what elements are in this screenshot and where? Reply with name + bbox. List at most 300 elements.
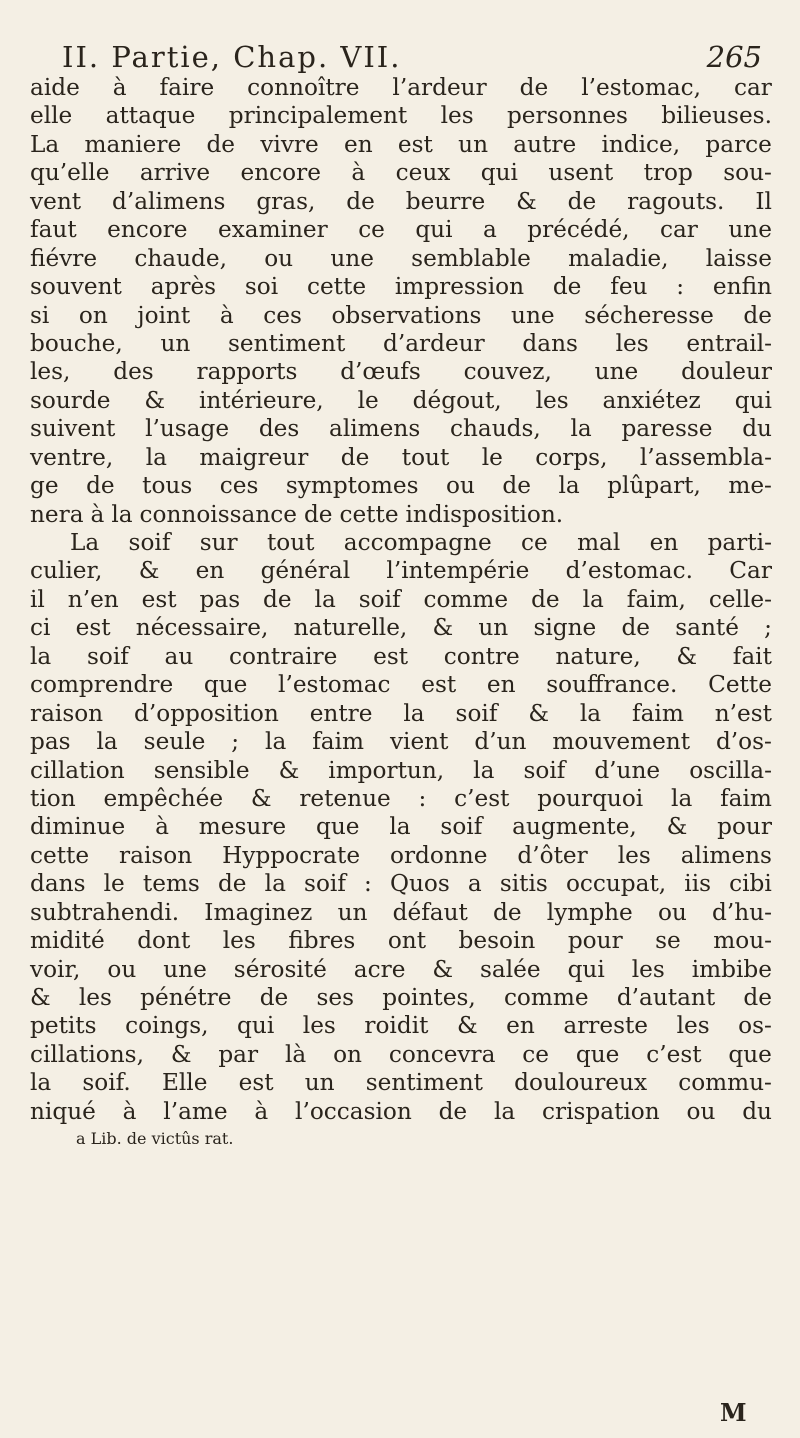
word: sensible	[153, 756, 250, 784]
text-line	[30, 700, 772, 728]
word: la	[30, 642, 52, 670]
word: à	[219, 301, 234, 329]
word: de	[346, 187, 375, 215]
word: mal	[577, 529, 621, 556]
text-line	[30, 501, 772, 529]
word: la	[111, 500, 133, 528]
word: une	[594, 358, 639, 386]
word: pas	[199, 585, 241, 613]
word: arrive	[139, 159, 211, 187]
word: attaque	[105, 102, 196, 130]
word: ragouts.	[627, 187, 725, 215]
text-line	[30, 557, 772, 585]
word: &	[250, 784, 272, 812]
word: une	[330, 244, 374, 272]
word: &	[432, 614, 454, 642]
text-line	[30, 302, 772, 330]
word: intérieure,	[198, 386, 324, 414]
word: Quos	[389, 870, 450, 898]
word: de	[552, 273, 582, 301]
word: de	[567, 187, 597, 215]
word: le	[481, 443, 503, 471]
word: concevra	[388, 1040, 496, 1068]
word: à	[112, 74, 127, 101]
word: commu-	[678, 1069, 772, 1097]
word: sou-	[723, 159, 772, 187]
text-line	[30, 757, 772, 785]
word: connoissance	[139, 500, 297, 528]
word: ou	[264, 244, 294, 272]
word: tion	[30, 784, 76, 812]
word: indice,	[601, 130, 681, 158]
text-line	[30, 870, 772, 898]
word: est	[141, 585, 177, 613]
word: d’ôter	[517, 841, 588, 869]
word: qui	[415, 216, 453, 244]
word: soif	[455, 699, 498, 727]
word: encore	[240, 159, 321, 187]
text-line	[30, 785, 772, 813]
word: semblable	[411, 244, 531, 272]
word: feu	[610, 273, 648, 301]
word: dans	[522, 329, 578, 357]
text-line	[30, 614, 772, 642]
text-line	[30, 74, 772, 102]
word: Imaginez	[204, 898, 313, 926]
word: la	[493, 1097, 516, 1125]
footnote: a Lib. de victûs rat.	[76, 1129, 234, 1149]
text-line	[30, 529, 772, 557]
text-line	[30, 813, 772, 841]
word: la	[389, 813, 411, 841]
word: roidit	[364, 1012, 429, 1040]
word: de	[502, 472, 531, 500]
word: &	[666, 813, 688, 841]
word: les	[222, 927, 256, 955]
word: l’estomac	[278, 671, 391, 699]
word: beurre	[405, 187, 486, 215]
word: soi	[244, 273, 279, 301]
word: d’œufs	[340, 358, 421, 386]
word: cillations,	[30, 1040, 144, 1068]
word: &	[278, 756, 300, 784]
word: coings,	[125, 1012, 209, 1040]
word: est	[421, 671, 457, 699]
word: en	[195, 557, 225, 585]
word: petits	[30, 1012, 97, 1040]
word: voir,	[30, 955, 81, 983]
word: mesure	[198, 813, 287, 841]
word: chauds,	[449, 415, 541, 443]
word: les	[302, 1012, 336, 1040]
word: imbibe	[691, 955, 772, 983]
word: car	[734, 74, 772, 101]
word: ce	[358, 216, 385, 244]
word: c’est	[454, 784, 510, 812]
word: ;	[231, 728, 240, 756]
text-line	[30, 472, 772, 500]
word: à	[122, 1097, 137, 1125]
text-line	[30, 1069, 772, 1097]
word: ventre,	[30, 443, 114, 471]
text-line	[30, 956, 772, 984]
text-line	[30, 728, 772, 756]
word: &	[432, 955, 454, 983]
word: de	[217, 870, 247, 898]
word: sentiment	[365, 1069, 484, 1097]
word: dans	[30, 870, 86, 898]
word: d’estomac.	[565, 557, 693, 585]
word: le	[103, 870, 125, 898]
word: ou	[686, 1097, 716, 1125]
word: Hyppocrate	[222, 841, 361, 869]
word: de	[206, 130, 236, 158]
word: os-	[738, 1012, 772, 1040]
word: elle	[30, 102, 73, 130]
word: un	[160, 329, 191, 357]
word: connoître	[247, 74, 360, 101]
word: cette	[30, 841, 90, 869]
word: paresse	[621, 415, 713, 443]
word: principalement	[228, 102, 408, 130]
word: qui	[734, 386, 772, 414]
word: seule	[143, 728, 206, 756]
word: l’estomac,	[581, 74, 702, 101]
word: suivent	[30, 415, 116, 443]
word: empêchée	[103, 784, 224, 812]
word: tems	[142, 870, 200, 898]
word: d’alimens	[112, 187, 226, 215]
word: qui	[237, 1012, 275, 1040]
word: les	[78, 984, 112, 1011]
word: de	[743, 301, 772, 329]
word: par	[218, 1040, 259, 1068]
word: bilieuses.	[661, 102, 772, 130]
word: occupat,	[565, 870, 667, 898]
text-line	[30, 387, 772, 415]
word: la	[558, 472, 580, 500]
word: usent	[548, 159, 614, 187]
word: l’occasion	[295, 1097, 412, 1125]
word: nature,	[555, 642, 641, 670]
word: iis	[684, 870, 712, 898]
word: la	[403, 699, 425, 727]
word: ordonne	[390, 841, 488, 869]
word: pointes,	[382, 984, 476, 1011]
word: d’un	[474, 728, 527, 756]
word: a	[482, 216, 497, 244]
word: sécheresse	[584, 301, 714, 329]
word: indisposition.	[405, 500, 564, 528]
word: faut	[30, 216, 77, 244]
word: l’ame	[163, 1097, 228, 1125]
word: pour	[567, 927, 623, 955]
word: pour	[717, 813, 772, 841]
word: pourquoi	[537, 784, 644, 812]
word: ces	[263, 301, 302, 329]
word: parti-	[707, 529, 772, 556]
word: que	[315, 813, 360, 841]
word: oscilla-	[689, 756, 772, 784]
word: on	[78, 301, 108, 329]
word: une	[163, 955, 207, 983]
word: faim	[720, 784, 772, 812]
word: de	[259, 984, 289, 1011]
text-line	[30, 1012, 772, 1040]
word: soif	[358, 585, 401, 613]
word: &	[144, 386, 166, 414]
word: ou	[107, 955, 137, 983]
word: alimens	[680, 841, 772, 869]
word: fiévre	[30, 244, 98, 272]
word: du	[742, 415, 772, 443]
word: culier,	[30, 557, 103, 585]
word: un	[458, 130, 489, 158]
word: Elle	[161, 1069, 208, 1097]
word: &	[456, 1012, 478, 1040]
word: observations	[331, 301, 482, 329]
word: subtrahendi.	[30, 898, 180, 926]
word: besoin	[458, 927, 536, 955]
word: tous	[142, 472, 193, 500]
word: l’usage	[145, 415, 230, 443]
word: soif	[304, 870, 346, 898]
word: laisse	[705, 244, 772, 272]
word: car	[659, 216, 698, 244]
word: les	[676, 1012, 710, 1040]
word: les	[535, 386, 569, 414]
word: sérosité	[233, 955, 327, 983]
word: de	[621, 614, 651, 642]
word: midité	[30, 927, 105, 955]
word: la	[473, 756, 495, 784]
word: là	[284, 1040, 307, 1068]
word: &	[138, 557, 160, 585]
word: lymphe	[546, 898, 633, 926]
word: les	[617, 841, 651, 869]
word: de	[263, 585, 292, 613]
word: faire	[159, 74, 215, 101]
word: qui	[480, 159, 518, 187]
word: joint	[137, 301, 191, 329]
text-line	[30, 1098, 772, 1126]
word: c’est	[646, 1040, 702, 1068]
word: celle-	[708, 585, 772, 613]
word: pas	[30, 728, 71, 756]
word: en	[486, 671, 516, 699]
word: douleur	[681, 358, 772, 386]
word: fait	[732, 642, 772, 670]
word: ge	[30, 472, 59, 500]
word: soif	[128, 529, 171, 556]
word: ci	[30, 614, 51, 642]
word: &	[516, 187, 537, 215]
word: entre	[309, 699, 373, 727]
word: encore	[107, 216, 188, 244]
word: la	[570, 415, 592, 443]
word: aide	[30, 74, 80, 101]
word: en	[344, 130, 373, 158]
word: chaude,	[134, 244, 227, 272]
word: on	[333, 1040, 362, 1068]
word: accompagne	[343, 529, 492, 556]
word: La	[30, 130, 60, 158]
word: il	[30, 585, 45, 613]
word: :	[676, 273, 685, 301]
word: à	[90, 500, 105, 528]
word: soif	[523, 756, 566, 784]
word: &	[676, 642, 698, 670]
word: est	[238, 1069, 274, 1097]
word: mouvement	[552, 728, 691, 756]
word: fibres	[288, 927, 356, 955]
word: un	[304, 1069, 335, 1097]
word: retenue	[299, 784, 391, 812]
word: une	[511, 301, 555, 329]
word: impression	[394, 273, 525, 301]
word: une	[728, 216, 772, 244]
word: après	[150, 273, 217, 301]
word: Cette	[708, 671, 772, 699]
word: sourde	[30, 386, 111, 414]
word: le	[357, 386, 379, 414]
word: cette	[339, 500, 399, 528]
word: n’est	[714, 699, 772, 727]
word: que	[728, 1040, 772, 1068]
word: :	[364, 870, 372, 898]
word: à	[254, 1097, 269, 1125]
word: l’assembla-	[639, 443, 772, 471]
text-line	[30, 842, 772, 870]
word: qu’elle	[30, 159, 110, 187]
word: arreste	[563, 1012, 649, 1040]
body-text	[30, 74, 772, 1126]
word: du	[742, 1097, 772, 1125]
word: cette	[306, 273, 367, 301]
word: un	[478, 614, 509, 642]
word: d’opposition	[134, 699, 279, 727]
word: Car	[729, 557, 772, 585]
word: faim,	[626, 585, 686, 613]
word: vivre	[260, 130, 319, 158]
word: signe	[533, 614, 597, 642]
word: ce	[522, 1040, 550, 1068]
signature-mark: M	[720, 1398, 747, 1427]
word: vent	[30, 187, 82, 215]
text-line	[30, 671, 772, 699]
word: cibi	[729, 870, 772, 898]
text-line	[30, 358, 772, 386]
word: trop	[643, 159, 693, 187]
word: douloureux	[514, 1069, 648, 1097]
word: souvent	[30, 273, 122, 301]
word: souffrance.	[546, 671, 678, 699]
text-line	[30, 927, 772, 955]
word: ou	[446, 472, 475, 500]
text-line	[30, 415, 772, 443]
word: en	[649, 529, 679, 556]
word: &	[30, 984, 51, 1011]
text-line	[30, 245, 772, 273]
word: un	[337, 898, 368, 926]
word: de	[519, 74, 549, 101]
word: à	[155, 813, 169, 841]
word: les,	[30, 358, 71, 386]
word: l’intempérie	[386, 557, 530, 585]
word: maigreur	[199, 443, 309, 471]
word: comme	[423, 585, 509, 613]
word: acre	[353, 955, 406, 983]
word: corps,	[535, 443, 608, 471]
word: faim	[312, 728, 365, 756]
word: nécessaire,	[135, 614, 269, 642]
text-line	[30, 586, 772, 614]
word: soif.	[82, 1069, 131, 1097]
word: ou	[657, 898, 687, 926]
word: parce	[705, 130, 772, 158]
word: général	[260, 557, 351, 585]
word: alimens	[329, 415, 421, 443]
word: si	[30, 301, 50, 329]
word: en	[506, 1012, 535, 1040]
word: d’ardeur	[383, 329, 485, 357]
word: crispation	[542, 1097, 660, 1125]
word: symptomes	[285, 472, 419, 500]
word: pénétre	[140, 984, 232, 1011]
word: :	[418, 784, 427, 812]
word: comme	[503, 984, 589, 1011]
word: a	[467, 870, 482, 898]
word: de	[743, 984, 772, 1011]
text-line	[30, 273, 772, 301]
word: la	[145, 443, 167, 471]
word: vient	[389, 728, 449, 756]
word: personnes	[506, 102, 628, 130]
text-line	[30, 102, 772, 130]
word: la	[30, 1069, 52, 1097]
word: des	[258, 415, 300, 443]
word: diminue	[30, 813, 126, 841]
text-line	[30, 330, 772, 358]
word: naturelle,	[293, 614, 408, 642]
text-line	[30, 188, 772, 216]
text-line	[30, 899, 772, 927]
word: bouche,	[30, 329, 123, 357]
word: Il	[755, 187, 772, 215]
word: rapports	[196, 358, 298, 386]
word: raison	[30, 699, 104, 727]
word: maladie,	[568, 244, 669, 272]
word: les	[615, 329, 649, 357]
word: &	[528, 699, 549, 727]
word: mou-	[713, 927, 772, 955]
word: la	[265, 728, 287, 756]
word: comprendre	[30, 671, 174, 699]
word: la	[314, 585, 336, 613]
word: ont	[387, 927, 427, 955]
word: d’hu-	[712, 898, 772, 926]
page-number: 265	[706, 40, 762, 74]
text-line	[30, 643, 772, 671]
word: soif	[440, 813, 483, 841]
word: soif	[86, 642, 129, 670]
word: ces	[219, 472, 259, 500]
word: n’en	[67, 585, 119, 613]
word: d’une	[594, 756, 661, 784]
word: l’ardeur	[392, 74, 487, 101]
word: de	[531, 585, 560, 613]
word: gras,	[256, 187, 316, 215]
